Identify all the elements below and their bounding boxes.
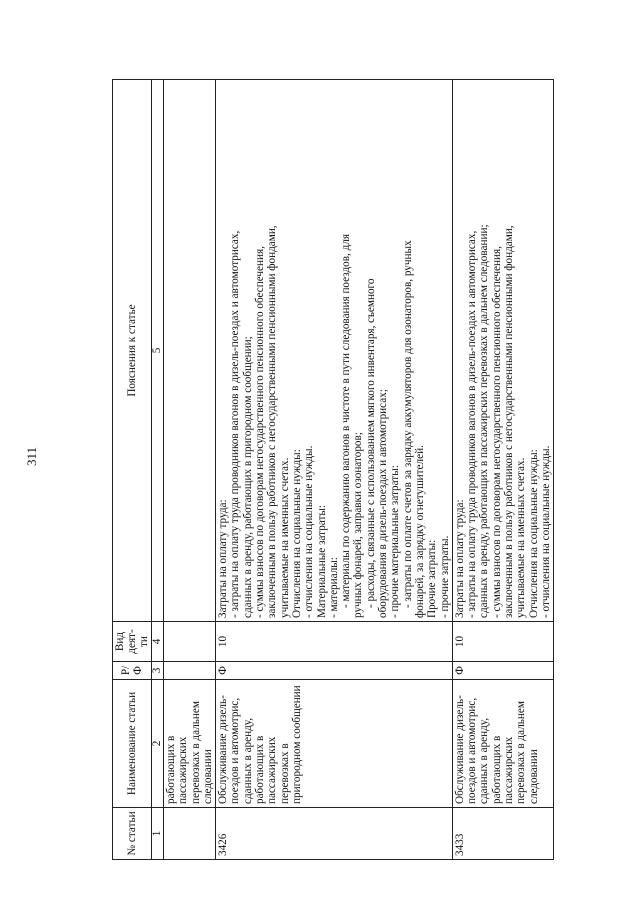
header-explanation: Пояснения к статье: [113, 80, 152, 622]
explanation-line: - прочие затраты.: [438, 535, 451, 618]
page-number: 311: [24, 446, 39, 466]
explanation-line: учитываемые на именных счетах.: [278, 457, 291, 618]
explanation-line: ручных фонарей, заправки озонаторов;: [352, 432, 365, 618]
explanation-line: - затраты на оплату труда проводников вагонов в дизель-поездах и автомотрисах,: [466, 230, 479, 618]
explanation-line: - расходы, связанные с использованием мягкого инвентаря, съемного: [364, 278, 377, 608]
explanation-line: Материальные затраты:: [315, 505, 328, 618]
header-article-name: Наименование статьи: [113, 680, 152, 808]
column-number-row: [152, 80, 164, 860]
article-rf: [164, 662, 216, 680]
explanation-line: учитываемые на именных счетах.: [515, 457, 528, 618]
column-number: 4: [152, 622, 164, 662]
article-activity: 10: [452, 622, 553, 662]
explanation-line: оборудования в дизель-поездах и автомотрисах;: [377, 389, 390, 618]
article-rf: Ф: [452, 662, 553, 680]
article-number: [164, 808, 216, 860]
explanation-line: - прочие материальные затраты:: [389, 465, 402, 618]
header-row: [113, 80, 152, 860]
table-row-continuation: [164, 80, 216, 860]
article-name: Обслуживание дизель-поездов и автомотрис, сданных в аренду, работающих в пассажирских перевозках в пригородном сообщении: [216, 680, 453, 808]
explanation-line: - материалы по содержанию вагонов в чистоте в пути следования поездов, для: [340, 233, 353, 608]
explanation-line: Затраты на оплату труда:: [217, 499, 230, 618]
article-explanation: [216, 80, 453, 622]
explanation-line: заключенным в пользу работников с негосударственными пенсионными фондами,: [266, 225, 279, 618]
explanation-line: Прочие затраты:: [426, 539, 439, 618]
explanation-line: сданных в аренду, работающих в пригородном сообщении;: [241, 336, 254, 618]
article-rf: Ф: [216, 662, 453, 680]
explanation-line: - затраты по оплате счетов за зарядку аккумуляторов для озонаторов, ручных: [401, 240, 414, 608]
header-activity-type: Вид деят-ти: [113, 622, 152, 662]
table-row-3433: [452, 80, 553, 860]
explanation-line: Отчисления на социальные нужды:: [290, 449, 303, 618]
explanation-line: - суммы взносов по договорам негосударственного пенсионного обеспечения,: [490, 246, 503, 618]
column-number: 1: [152, 808, 164, 860]
explanation-line: - отчисления на социальные нужды.: [303, 445, 316, 618]
article-name: работающих в пассажирских перевозках в дальнем следовании: [164, 680, 216, 808]
explanation-line: сданных в аренду, работающих в пассажирских перевозках в дальнем следовании;: [478, 224, 491, 618]
header-rf: Р/ Ф: [113, 662, 152, 680]
article-name: Обслуживание дизель-поездов и автомотрис, сданных в аренду, работающих в пассажирских перевозках в дальнем следовании: [452, 680, 553, 808]
column-number: 2: [152, 680, 164, 808]
column-number: 5: [152, 80, 164, 622]
explanation-line: - суммы взносов по договорам негосударственного пенсионного обеспечения,: [254, 246, 267, 618]
table-row-3426: [216, 80, 453, 860]
article-number: 3433: [452, 808, 553, 860]
explanation-line: фонарей, за зарядку огнетушителей.: [413, 445, 426, 618]
article-activity: 10: [216, 622, 453, 662]
article-activity: [164, 622, 216, 662]
article-explanation: [164, 80, 216, 622]
article-explanation: [452, 80, 553, 622]
explanation-line: заключенным в пользу работников с негосударственными пенсионными фондами,: [503, 225, 516, 618]
explanation-line: Затраты на оплату труда:: [453, 499, 466, 618]
explanation-line: - затраты на оплату труда проводников вагонов в дизель-поездах и автомотрисах,: [229, 230, 242, 618]
article-number: 3426: [216, 808, 453, 860]
explanation-line: - отчисления на социальные нужды.: [539, 445, 552, 618]
cost-items-table: [112, 79, 554, 860]
column-number: 3: [152, 662, 164, 680]
explanation-line: Отчисления на социальные нужды:: [527, 449, 540, 618]
header-article-number: № статьи: [113, 808, 152, 860]
explanation-line: - материалы:: [327, 557, 340, 618]
rotated-table-container: [112, 80, 612, 860]
